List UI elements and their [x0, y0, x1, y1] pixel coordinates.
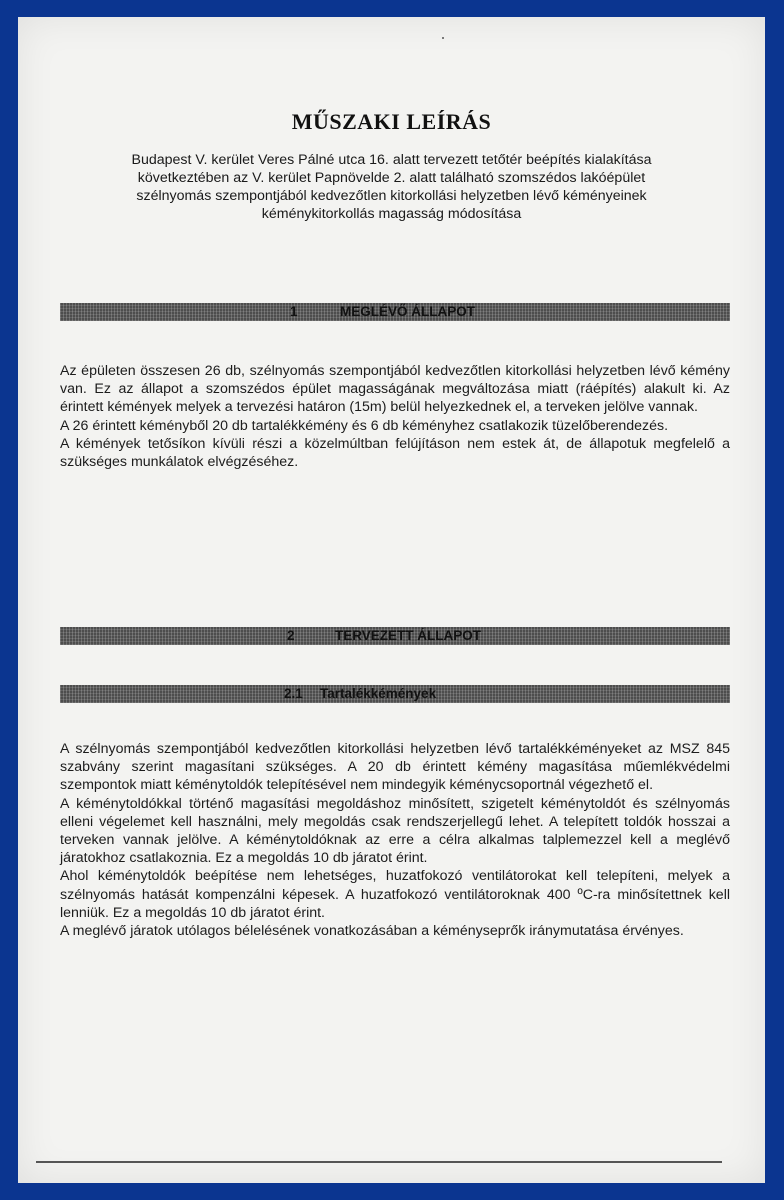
document-title: MŰSZAKI LEÍRÁS — [291, 109, 492, 134]
subtitle-line: kéménykitorkollás magasság módosítása — [261, 206, 522, 222]
section-number: 2 — [287, 628, 295, 643]
paragraph: A meglévő járatok utólagos bélelésének vonatkozásában a kéményseprők iránymutatása érvényes. — [60, 923, 684, 940]
paper-speck — [442, 37, 444, 39]
section-title: Tartalékkémények — [320, 686, 437, 701]
paragraph: A szélnyomás szempontjából kedvezőtlen kitorkollási helyzetben lévő tartalékkéményeket az MSZ 845 szabvány szerint magasítani szükséges. A 20 db érintett kémény magasítása műemlékvédelmi szempontok miatt kéménytoldók telepítésével nem mindegyik kéménycsoportnál végezhető el. — [60, 741, 730, 794]
section-heading-1 — [60, 303, 730, 321]
section-1-body — [60, 362, 730, 471]
section-title: MEGLÉVŐ ÁLLAPOT — [340, 304, 475, 319]
section-heading-2-1 — [60, 685, 730, 703]
paragraph: A 26 érintett kéményből 20 db tartalékkémény és 6 db kéményhez csatlakozik tüzelőberendezés. — [60, 417, 669, 434]
subtitle-line: következtében az V. kerület Papnövelde 2. alatt található szomszédos lakóépület — [137, 170, 646, 186]
paragraph: A kéménytoldókkal történő magasítási megoldáshoz minősített, szigetelt kéménytoldót és szélnyomás elleni végelemet kell használni, mely megoldás csak rendszerjellegű lehet. A telepített toldók hosszai a terveken vannak jelölve. A kéménytoldóknak az erre a célra alkalmas talplemezzel kell a meglévő járatokhoz csatlakoznia. Ez a megoldás 10 db járatot érint. — [60, 795, 730, 867]
section-number: 2.1 — [284, 686, 303, 701]
section-2-1-body — [60, 740, 730, 940]
paragraph: A kémények tetősíkon kívüli részi a közelmúltban felújításon nem estek át, de állapotuk megfelelő a szükséges munkálatok elvégzéséhez. — [60, 435, 730, 471]
paragraph: Az épületen összesen 26 db, szélnyomás szempontjából kedvezőtlen kitorkollási helyzetben lévő kémény van. Ez az állapot a szomszédos épület magasságának megváltozása miatt (ráépítés) alakult ki. Az érintett kémények melyek a tervezési határon (15m) belül helyezkednek el, a terveken jelölve vannak. — [60, 363, 730, 416]
document-subtitle — [78, 151, 705, 223]
section-title: TERVEZETT ÁLLAPOT — [335, 628, 482, 643]
section-number: 1 — [290, 304, 298, 319]
footer-rule — [36, 1161, 722, 1163]
subtitle-line: Budapest V. kerület Veres Pálné utca 16. alatt tervezett tetőtér beépítés kialakítása — [131, 152, 652, 168]
section-heading-2 — [60, 627, 730, 645]
subtitle-line: szélnyomás szempontjából kedvezőtlen kitorkollási helyzetben lévő kéményeinek — [136, 188, 647, 204]
document-page — [18, 17, 765, 1183]
paragraph: Ahol kéménytoldók beépítése nem lehetséges, huzatfokozó ventilátorokat kell telepíteni, melyek a szélnyomás hatását kompenzálni képesek. A huzatfokozó ventilátoroknak 400 ºC-ra minősítettnek kell lenniük. Ez a megoldás 10 db járatot érint. — [60, 868, 730, 921]
